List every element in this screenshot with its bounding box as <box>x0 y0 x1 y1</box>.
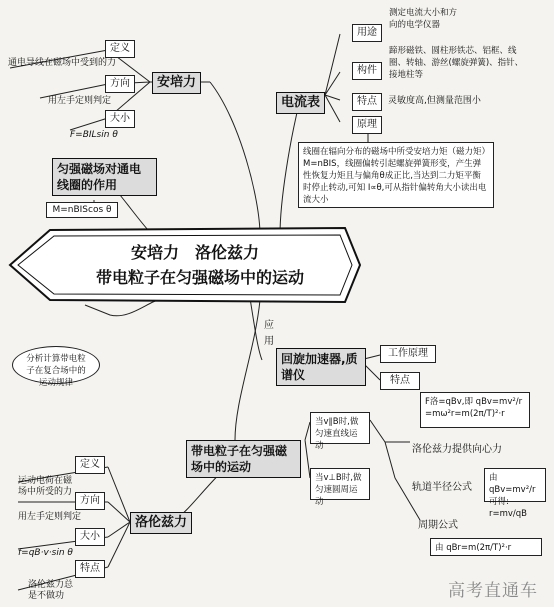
lorentz-dir-label: 方向 <box>75 492 105 510</box>
anpeili-size-label: 大小 <box>105 110 135 128</box>
motion-node: 带电粒子在匀强磁场中的运动 <box>186 440 301 478</box>
lorentz-feature-text: 洛伦兹力总是不做功 <box>28 580 74 601</box>
anpeili-def-label: 定义 <box>105 40 135 58</box>
anpeili-def-text: 通电导线在磁场中受到的力 <box>8 58 117 68</box>
ammeter-node: 电流表 <box>276 92 325 114</box>
lorentz-size-text: f=qB·v·sin θ <box>18 548 73 558</box>
ammeter-principle-text: 线圈在辐向分布的磁场中所受安培力矩（磁力矩）M=nBIS，线圈偏转引起螺旋弹簧形变，产生弹性恢复力矩且与偏角θ成正比,当达到二力矩平衡时停止转动,可知 I∝θ,可从指针偏转角大小读出电流大小 <box>298 142 494 208</box>
lorentz-node: 洛伦兹力 <box>130 512 192 534</box>
force-formula-2: =mω²r=m(2π/T)²·r <box>425 409 505 419</box>
ammeter-struct-label: 构件 <box>352 62 382 80</box>
lorentz-dir-text: 用左手定则判定 <box>18 512 82 522</box>
radius-formula-2: 可得: r=mv/qB <box>489 497 528 519</box>
ammeter-use-label: 用途 <box>352 24 382 42</box>
anpeili-size-text: F=BILsin θ <box>70 130 118 140</box>
lorentz-feature-label: 特点 <box>75 560 105 578</box>
force-formula-1: F洛=qBv,即 qBv=mv²/r <box>425 397 523 407</box>
motion-period-text: 周期公式 <box>418 520 458 531</box>
anpeili-node: 安培力 <box>152 72 201 94</box>
watermark: 高考直通车 <box>448 581 538 601</box>
motion-period-formula: 由 qBr=m(2π/T)²·r <box>430 538 542 556</box>
anpeili-dir-label: 方向 <box>105 75 135 93</box>
ammeter-principle-label: 原理 <box>352 116 382 134</box>
anpeili-dir-text: 用左手定则判定 <box>48 96 112 106</box>
center-title-1: 安培力 洛伦兹力 <box>130 243 259 262</box>
application-label: 应用 <box>264 320 274 347</box>
motion-force-text: 洛伦兹力提供向心力 <box>412 444 502 455</box>
coil-formula: M=nBIScos θ <box>46 202 118 218</box>
ammeter-use-text: 测定电流大小和方向的电学仪器 <box>389 8 458 30</box>
motion-radius-text: 轨道半径公式 <box>412 482 472 493</box>
coil-node: 匀强磁场对通电线圈的作用 <box>52 158 157 196</box>
motion-perp: 当v⊥B时,做匀速圆周运动 <box>310 468 370 500</box>
cyclotron-principle-label: 工作原理 <box>380 345 436 363</box>
analysis-bubble: 分析计算带电粒子在复合场中的运动规律 <box>12 346 100 384</box>
ammeter-feature-label: 特点 <box>352 93 382 111</box>
center-title-2: 带电粒子在匀强磁场中的运动 <box>95 268 304 287</box>
radius-formula-1: 由 qBv=mv²/r <box>489 473 536 495</box>
cyclotron-feature-label: 特点 <box>380 372 420 390</box>
lorentz-size-label: 大小 <box>75 528 105 546</box>
ammeter-feature-text: 灵敏度高,但测量范围小 <box>388 96 481 106</box>
lorentz-def-label: 定义 <box>75 456 105 474</box>
motion-parallel: 当v∥B时,做匀速直线运动 <box>310 412 370 444</box>
ammeter-struct-text: 蹄形磁铁、圆柱形铁芯、铝框、线圈、转轴、游丝(螺旋弹簧)、指针、接地柱等 <box>389 46 524 80</box>
motion-radius-formula <box>484 468 546 519</box>
cyclotron-node: 回旋加速器,质谱仪 <box>276 348 366 386</box>
motion-force-formula <box>420 392 530 428</box>
lorentz-def-text: 运动电荷在磁场中所受的力 <box>18 476 73 497</box>
